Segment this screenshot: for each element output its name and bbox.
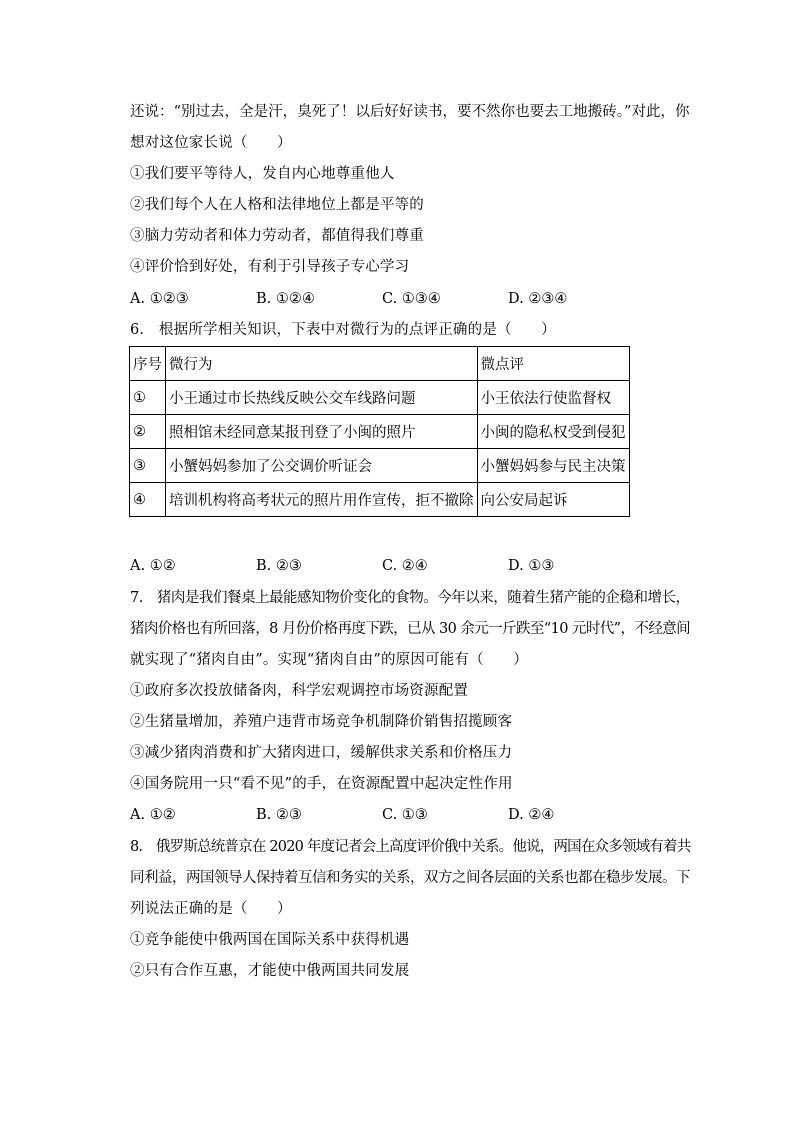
table-header-cell: 序号	[130, 347, 166, 381]
table-cell: ③	[130, 449, 166, 483]
q8-stem-line-2: 同利益，两国领导人保持着互信和务实的关系，双方之间各层面的关系也都在稳步发展。下	[130, 870, 690, 886]
q8-statement-1: ①竞争能使中俄两国在国际关系中获得机遇	[130, 932, 410, 948]
q8-stem-line-3: 列说法正确的是（ ）	[130, 901, 292, 917]
q8-stem-line-1: 8. 俄罗斯总统普京在 2020 年度记者会上高度评价俄中关系。他说，两国在众多领域有着共	[130, 839, 691, 855]
table-cell: 培训机构将高考状元的照片用作宣传，拒不撤除	[166, 483, 478, 517]
table-header-cell: 微点评	[477, 347, 629, 381]
q5-option-d[interactable]: D. ②③④	[508, 291, 568, 307]
table-cell: 向公安局起诉	[477, 483, 629, 517]
q5-statement-2: ②我们每个人在人格和法律地位上都是平等的	[130, 197, 424, 213]
q5-option-b[interactable]: B. ①②④	[256, 291, 315, 307]
q5-option-a[interactable]: A. ①②③	[130, 291, 189, 307]
q6-table	[129, 346, 630, 517]
q5-option-c[interactable]: C. ①③④	[382, 291, 441, 307]
table-cell: ①	[130, 381, 166, 415]
q5-statement-3: ③脑力劳动者和体力劳动者，都值得我们尊重	[130, 228, 424, 244]
q6-option-d[interactable]: D. ①③	[508, 558, 555, 574]
table-cell: 小王通过市长热线反映公交车线路问题	[166, 381, 478, 415]
q6-option-b[interactable]: B. ②③	[256, 558, 302, 574]
q7-stem-line-3: 就实现了“猪肉自由”。实现“猪肉自由”的原因可能有（ ）	[130, 652, 528, 668]
q7-option-d[interactable]: D. ②④	[508, 807, 555, 823]
q7-stem-line-2: 猪肉价格也有所回落，8 月份价格再度下跌，已从 30 余元一斤跌至“10 元时代”，不经意间	[130, 621, 691, 637]
table-header-cell: 微行为	[166, 347, 478, 381]
q5-statement-1: ①我们要平等待人，发自内心地尊重他人	[130, 166, 395, 182]
table-row	[130, 381, 630, 415]
q6-stem: 6. 根据所学相关知识，下表中对微行为的点评正确的是（ ）	[130, 322, 556, 338]
q7-statement-1: ①政府多次投放储备肉，科学宏观调控市场资源配置	[130, 683, 469, 699]
table-row	[130, 449, 630, 483]
q7-statement-2: ②生猪量增加，养殖户违背市场竞争机制降价销售招揽顾客	[130, 714, 513, 730]
table-cell: ②	[130, 415, 166, 449]
q5-stem-line-2: 想对这位家长说（ ）	[130, 135, 292, 151]
q5-stem-line-1: 还说：“别过去，全是汗，臭死了！以后好好读书，要不然你也要去工地搬砖。”对此，你	[130, 104, 690, 120]
table-cell: ④	[130, 483, 166, 517]
table-header-row	[130, 347, 630, 381]
q8-statement-2: ②只有合作互惠，才能使中俄两国共同发展	[130, 963, 410, 979]
q5-statement-4: ④评价恰到好处，有利于引导孩子专心学习	[130, 259, 410, 275]
table-cell: 小蟹妈妈参加了公交调价听证会	[166, 449, 478, 483]
table-row	[130, 415, 630, 449]
q7-statement-3: ③减少猪肉消费和扩大猪肉进口，缓解供求关系和价格压力	[130, 745, 513, 761]
table-cell: 小王依法行使监督权	[477, 381, 629, 415]
table-row	[130, 483, 630, 517]
table-cell: 照相馆未经同意某报刊登了小闽的照片	[166, 415, 478, 449]
q7-option-a[interactable]: A. ①②	[130, 807, 176, 823]
q7-option-c[interactable]: C. ①③	[382, 807, 428, 823]
q7-stem-line-1: 7. 猪肉是我们餐桌上最能感知物价变化的食物。今年以来，随着生猪产能的企稳和增长，	[130, 590, 690, 606]
table-cell: 小蟹妈妈参与民主决策	[477, 449, 629, 483]
table-cell: 小闽的隐私权受到侵犯	[477, 415, 629, 449]
q7-statement-4: ④国务院用一只“看不见”的手，在资源配置中起决定性作用	[130, 776, 513, 792]
q6-option-a[interactable]: A. ①②	[130, 558, 176, 574]
q7-option-b[interactable]: B. ②③	[256, 807, 302, 823]
q6-option-c[interactable]: C. ②④	[382, 558, 428, 574]
